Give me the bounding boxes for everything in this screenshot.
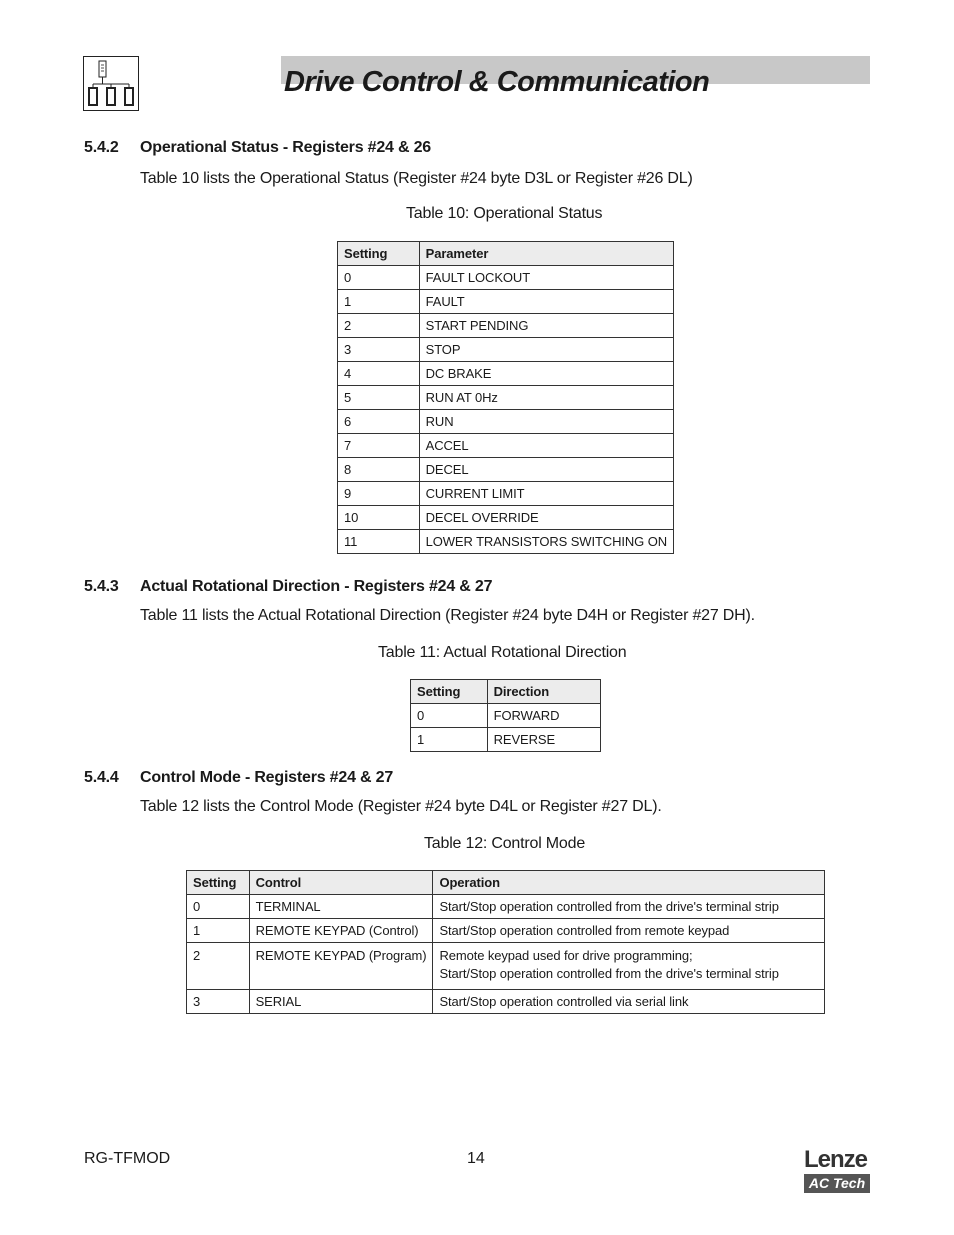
table-row — [338, 314, 674, 338]
table-caption: Table 10: Operational Status — [406, 205, 603, 222]
section-title: Control Mode - Registers #24 & 27 — [140, 769, 394, 786]
cell-control: REMOTE KEYPAD (Program) — [249, 943, 433, 990]
column-header: Parameter — [419, 242, 673, 266]
table-row — [187, 990, 825, 1014]
cell-setting: 5 — [338, 386, 420, 410]
cell-parameter: START PENDING — [419, 314, 673, 338]
cell-setting: 1 — [411, 728, 488, 752]
cell-setting: 4 — [338, 362, 420, 386]
page-number: 14 — [467, 1150, 485, 1167]
table-row — [187, 919, 825, 943]
table-header-row — [338, 242, 674, 266]
cell-direction: REVERSE — [487, 728, 600, 752]
column-header: Direction — [487, 680, 600, 704]
table-row — [411, 728, 601, 752]
column-header: Setting — [187, 871, 250, 895]
operational-status-table — [337, 241, 674, 554]
operation-line: Remote keypad used for drive programming; — [439, 948, 693, 963]
table-caption: Table 12: Control Mode — [424, 835, 586, 852]
cell-setting: 8 — [338, 458, 420, 482]
column-header: Setting — [338, 242, 420, 266]
brand-logo: Lenze — [804, 1146, 868, 1173]
cell-control: SERIAL — [249, 990, 433, 1014]
cell-control: TERMINAL — [249, 895, 433, 919]
cell-operation: Start/Stop operation controlled from the drive's terminal strip — [433, 895, 825, 919]
cell-parameter: ACCEL — [419, 434, 673, 458]
table-caption: Table 11: Actual Rotational Direction — [378, 644, 627, 661]
section-number: 5.4.4 — [84, 769, 119, 786]
section-text: Table 10 lists the Operational Status (Register #24 byte D3L or Register #26 DL) — [140, 170, 693, 187]
document-id: RG-TFMOD — [84, 1150, 171, 1167]
section-number: 5.4.2 — [84, 139, 119, 156]
cell-setting: 2 — [338, 314, 420, 338]
table-row — [338, 458, 674, 482]
cell-operation: Start/Stop operation controlled via serial link — [433, 990, 825, 1014]
cell-setting: 3 — [187, 990, 250, 1014]
table-row — [338, 386, 674, 410]
table-row — [338, 266, 674, 290]
cell-setting: 0 — [338, 266, 420, 290]
cell-setting: 7 — [338, 434, 420, 458]
table-row — [338, 338, 674, 362]
cell-parameter: DECEL — [419, 458, 673, 482]
section-title: Operational Status - Registers #24 & 26 — [140, 139, 431, 156]
column-header: Control — [249, 871, 433, 895]
cell-setting: 1 — [338, 290, 420, 314]
cell-setting: 2 — [187, 943, 250, 990]
cell-parameter: STOP — [419, 338, 673, 362]
cell-setting: 0 — [411, 704, 488, 728]
cell-setting: 10 — [338, 506, 420, 530]
cell-operation: Start/Stop operation controlled from remote keypad — [433, 919, 825, 943]
section-text: Table 11 lists the Actual Rotational Direction (Register #24 byte D4H or Register #27 DH). — [140, 607, 755, 624]
table-row — [411, 704, 601, 728]
section-logo-icon — [83, 56, 139, 111]
table-row — [338, 530, 674, 554]
cell-parameter: RUN — [419, 410, 673, 434]
operation-line: Start/Stop operation controlled from the drive's terminal strip — [439, 966, 779, 981]
table-row — [187, 943, 825, 990]
table-row — [338, 434, 674, 458]
cell-parameter: CURRENT LIMIT — [419, 482, 673, 506]
rotational-direction-table — [410, 679, 601, 752]
cell-parameter: FAULT — [419, 290, 673, 314]
section-title: Actual Rotational Direction - Registers #24 & 27 — [140, 578, 493, 595]
table-row — [338, 362, 674, 386]
cell-parameter: LOWER TRANSISTORS SWITCHING ON — [419, 530, 673, 554]
table-row — [338, 410, 674, 434]
section-text: Table 12 lists the Control Mode (Register #24 byte D4L or Register #27 DL). — [140, 798, 662, 815]
table-row — [338, 482, 674, 506]
brand-sub-logo: AC Tech — [804, 1174, 870, 1193]
cell-setting: 1 — [187, 919, 250, 943]
table-header-row — [411, 680, 601, 704]
cell-setting: 11 — [338, 530, 420, 554]
control-mode-table — [186, 870, 825, 1014]
cell-setting: 0 — [187, 895, 250, 919]
cell-parameter: RUN AT 0Hz — [419, 386, 673, 410]
section-number: 5.4.3 — [84, 578, 119, 595]
column-header: Operation — [433, 871, 825, 895]
cell-parameter: DC BRAKE — [419, 362, 673, 386]
table-row — [338, 506, 674, 530]
column-header: Setting — [411, 680, 488, 704]
table-row — [338, 290, 674, 314]
cell-operation — [433, 943, 825, 990]
table-row — [187, 895, 825, 919]
cell-setting: 9 — [338, 482, 420, 506]
cell-setting: 6 — [338, 410, 420, 434]
table-header-row — [187, 871, 825, 895]
cell-parameter: DECEL OVERRIDE — [419, 506, 673, 530]
cell-parameter: FAULT LOCKOUT — [419, 266, 673, 290]
cell-direction: FORWARD — [487, 704, 600, 728]
page-title: Drive Control & Communication — [284, 66, 710, 98]
cell-setting: 3 — [338, 338, 420, 362]
cell-control: REMOTE KEYPAD (Control) — [249, 919, 433, 943]
